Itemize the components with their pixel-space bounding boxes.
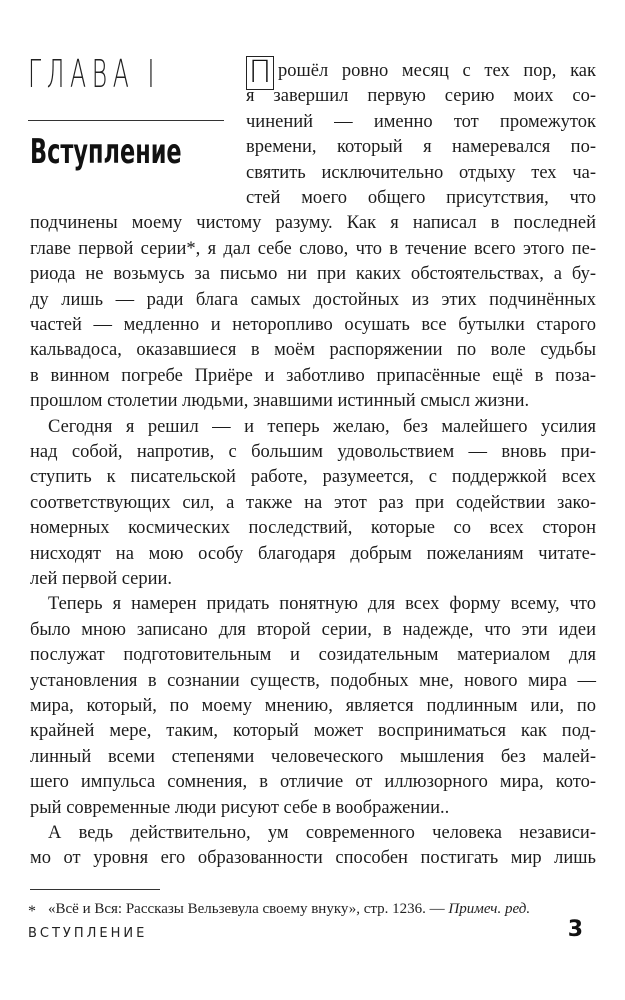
text-line: было мною записано для второй серии, в надежде, что эти идеи: [30, 620, 596, 640]
text-line: ступить к писательской работе, разумеется, с поддержкой всех: [30, 467, 596, 487]
text-line: прошлом столетии людьми, знавшими истинный смысл жизни.: [30, 391, 530, 411]
text-line: мира, который, по моему мнению, является подлинным или, по: [30, 696, 596, 716]
text-line: шего импульса сомнения, в отличие от иллюзорного мира, кото-: [30, 772, 596, 792]
footnote-editor-note: Примеч. ред.: [448, 901, 531, 917]
footnote-mark: *: [28, 903, 36, 920]
text-line: мо от уровня его образованности способен постигать мир лишь: [30, 848, 596, 868]
footnote-citation: «Всё и Вся: Рассказы Вельзевула своему внуку», стр. 1236. —: [48, 901, 445, 917]
text-line: подчинены моему чистому разуму. Как я написал в последней: [30, 213, 596, 233]
text-line: кальвадоса, оказавшиеся в моём распоряжении по воле судьбы: [30, 340, 596, 360]
text-line: номерных космических последствий, которые со всех сторон: [30, 518, 596, 538]
text-line: установления в сознании существ, подобных мне, нового мира —: [30, 671, 596, 691]
chapter-label: ГЛАВА I: [28, 52, 161, 96]
text-line: святить исключительно отдыху тех ча-: [246, 163, 596, 183]
text-line: линный всеми степенями человеческого мышления без малей-: [30, 747, 596, 767]
text-line: над собой, напротив, с большим удовольствием — вновь при-: [30, 442, 596, 462]
text-line: я завершил первую серию моих со-: [246, 86, 596, 106]
text-line: крайней мере, таким, который может восприниматься как под-: [30, 721, 596, 741]
text-line: послужат подготовительным и созидательным материалом для: [30, 645, 596, 665]
text-line: нисходят на мою особу благодаря добрым пожеланиям читате-: [30, 544, 596, 564]
text-line: Сегодня я решил — и теперь желаю, без малейшего усилия: [48, 417, 596, 437]
text-line: чинений — именно тот промежуток: [246, 112, 596, 132]
text-line: времени, который я намеревался по-: [246, 137, 596, 157]
drop-cap: П: [246, 56, 274, 90]
text-line: частей — медленно и неторопливо осушать все бутылки старого: [30, 315, 596, 335]
footnote-text: [48, 899, 530, 919]
text-line: риода не возьмусь за письмо ни при каких обстоятельствах, а бу-: [30, 264, 596, 284]
text-line: ду лишь — ради блага самых достойных из этих подчинённых: [30, 290, 596, 310]
running-footer: ВСТУПЛЕНИЕ: [28, 926, 148, 941]
chapter-title: Вступление: [30, 132, 182, 172]
chapter-rule: [28, 120, 224, 121]
text-line: лей первой серии.: [30, 569, 173, 589]
text-line: рый современные люди рисуют себе в воображении..: [30, 798, 450, 818]
text-line: соответствующих сил, а также на этот раз при содействии зако-: [30, 493, 596, 513]
text-line: рошёл ровно месяц с тех пор, как: [278, 61, 596, 81]
text-line: стей моего общего присутствия, что: [246, 188, 596, 208]
text-line: в винном погребе Приёре и заботливо припасённые ещё в поза-: [30, 366, 596, 386]
text-line: главе первой серии*, я дал себе слово, что в течение всего этого пе-: [30, 239, 596, 259]
text-line: Теперь я намерен придать понятную для всех форму всему, что: [48, 594, 596, 614]
footnote-rule: [30, 889, 160, 890]
text-line: А ведь действительно, ум современного человека независи-: [48, 823, 596, 843]
page-number: 3: [567, 917, 583, 942]
